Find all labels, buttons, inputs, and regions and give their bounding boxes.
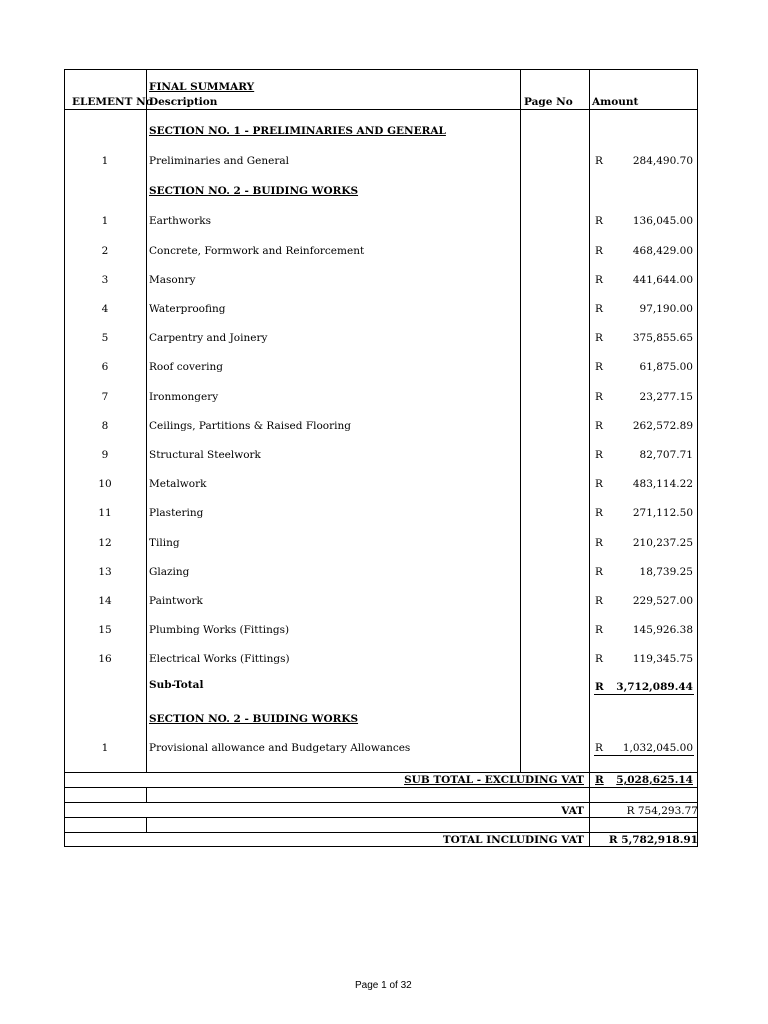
- element-description: Plastering: [149, 507, 204, 519]
- element-description: Preliminaries and General: [149, 155, 289, 167]
- currency-symbol: R: [595, 653, 603, 665]
- table-border-bottom: [64, 846, 698, 847]
- row-line: [64, 832, 698, 833]
- subtotal-underline: [594, 694, 694, 695]
- element-amount: 61,875.00: [639, 361, 693, 373]
- sub-total-excl-vat-label: SUB TOTAL - EXCLUDING VAT: [404, 774, 584, 786]
- element-description: Electrical Works (Fittings): [149, 653, 290, 665]
- table-border-top: [64, 69, 698, 70]
- final-summary-heading: FINAL SUMMARY: [149, 81, 255, 93]
- element-amount: 1,032,045.00: [622, 742, 693, 754]
- element-number: 10: [98, 478, 112, 490]
- currency-symbol: R: [595, 478, 603, 490]
- currency-symbol: R: [595, 449, 603, 461]
- subtotal-currency: R: [595, 681, 604, 693]
- element-description: Metalwork: [149, 478, 207, 490]
- element-number: 2: [101, 245, 109, 257]
- element-amount: 229,527.00: [632, 595, 693, 607]
- section-heading: SECTION NO. 2 - BUIDING WORKS: [149, 713, 359, 725]
- column-divider: [146, 69, 147, 773]
- subtotal-amount: 3,712,089.44: [616, 681, 693, 693]
- amount-header: Amount: [592, 96, 639, 108]
- element-number: 4: [101, 303, 109, 315]
- element-number: 11: [98, 507, 112, 519]
- element-description: Tiling: [149, 537, 180, 549]
- element-amount: 375,855.65: [632, 332, 693, 344]
- element-number: 1: [101, 742, 109, 754]
- element-amount: 145,926.38: [632, 624, 693, 636]
- element-amount: 23,277.15: [639, 391, 693, 403]
- element-amount: 119,345.75: [632, 653, 693, 665]
- element-no-header: ELEMENT No: [72, 96, 153, 108]
- element-amount: 97,190.00: [639, 303, 693, 315]
- table-border-right: [697, 69, 698, 847]
- currency-symbol: R: [595, 742, 603, 754]
- total-incl-vat-label: TOTAL INCLUDING VAT: [442, 834, 584, 846]
- element-amount: 441,644.00: [632, 274, 693, 286]
- element-number: 5: [101, 332, 109, 344]
- page-no-header: Page No: [524, 96, 573, 108]
- column-divider: [589, 69, 590, 847]
- element-number: 13: [98, 566, 112, 578]
- element-amount: 210,237.25: [632, 537, 693, 549]
- element-description: Ironmongery: [149, 391, 219, 403]
- description-header: Description: [149, 96, 218, 108]
- element-amount: 262,572.89: [632, 420, 693, 432]
- currency-symbol: R: [595, 155, 603, 167]
- element-number: 7: [101, 391, 109, 403]
- currency-symbol: R: [595, 624, 603, 636]
- total-incl-vat-amount: R 5,782,918.91: [608, 834, 698, 846]
- column-divider: [146, 787, 147, 802]
- element-description: Carpentry and Joinery: [149, 332, 268, 344]
- element-description: Ceilings, Partitions & Raised Flooring: [149, 420, 351, 432]
- element-description: Glazing: [149, 566, 190, 578]
- currency-symbol: R: [595, 361, 603, 373]
- element-description: Roof covering: [149, 361, 223, 373]
- element-amount: 468,429.00: [632, 245, 693, 257]
- sub-total-excl-vat-amount: 5,028,625.14: [616, 774, 693, 786]
- element-number: 12: [98, 537, 112, 549]
- row-line: [64, 802, 698, 803]
- element-description: Waterproofing: [149, 303, 226, 315]
- element-amount: 82,707.71: [639, 449, 693, 461]
- currency-symbol: R: [595, 537, 603, 549]
- currency-symbol: R: [595, 303, 603, 315]
- element-amount: 284,490.70: [632, 155, 693, 167]
- element-number: 16: [98, 653, 112, 665]
- element-number: 3: [101, 274, 109, 286]
- vat-amount: R 754,293.77: [626, 805, 698, 817]
- currency-symbol: R: [595, 566, 603, 578]
- element-number: 9: [101, 449, 109, 461]
- currency-symbol: R: [595, 420, 603, 432]
- sub-total-excl-vat-currency: R: [595, 774, 604, 786]
- element-amount: 136,045.00: [632, 215, 693, 227]
- vat-label: VAT: [561, 805, 584, 817]
- element-amount: 483,114.22: [632, 478, 693, 490]
- currency-symbol: R: [595, 215, 603, 227]
- element-amount: 18,739.25: [639, 566, 693, 578]
- element-description: Concrete, Formwork and Reinforcement: [149, 245, 365, 257]
- amount-underline: [594, 755, 694, 756]
- column-divider: [520, 69, 521, 773]
- element-description: Structural Steelwork: [149, 449, 261, 461]
- body-bottom-line: [64, 772, 698, 773]
- section-heading: SECTION NO. 1 - PRELIMINARIES AND GENERAL: [149, 125, 446, 137]
- currency-symbol: R: [595, 332, 603, 344]
- element-description: Provisional allowance and Budgetary Allowances: [149, 742, 411, 754]
- currency-symbol: R: [595, 245, 603, 257]
- element-number: 8: [101, 420, 109, 432]
- element-description: Paintwork: [149, 595, 203, 607]
- element-number: 6: [101, 361, 109, 373]
- element-description: Earthworks: [149, 215, 212, 227]
- currency-symbol: R: [595, 595, 603, 607]
- element-description: Plumbing Works (Fittings): [149, 624, 290, 636]
- page-number-footer: Page 1 of 32: [355, 980, 412, 991]
- element-number: 14: [98, 595, 112, 607]
- currency-symbol: R: [595, 274, 603, 286]
- element-number: 15: [98, 624, 112, 636]
- element-number: 1: [101, 155, 109, 167]
- section-heading: SECTION NO. 2 - BUIDING WORKS: [149, 185, 359, 197]
- header-divider: [64, 109, 698, 110]
- currency-symbol: R: [595, 391, 603, 403]
- row-line: [64, 817, 698, 818]
- column-divider: [146, 817, 147, 832]
- element-amount: 271,112.50: [632, 507, 693, 519]
- element-number: 1: [101, 215, 109, 227]
- element-description: Masonry: [149, 274, 196, 286]
- row-line: [64, 787, 698, 788]
- subtotal-label: Sub-Total: [149, 679, 204, 691]
- currency-symbol: R: [595, 507, 603, 519]
